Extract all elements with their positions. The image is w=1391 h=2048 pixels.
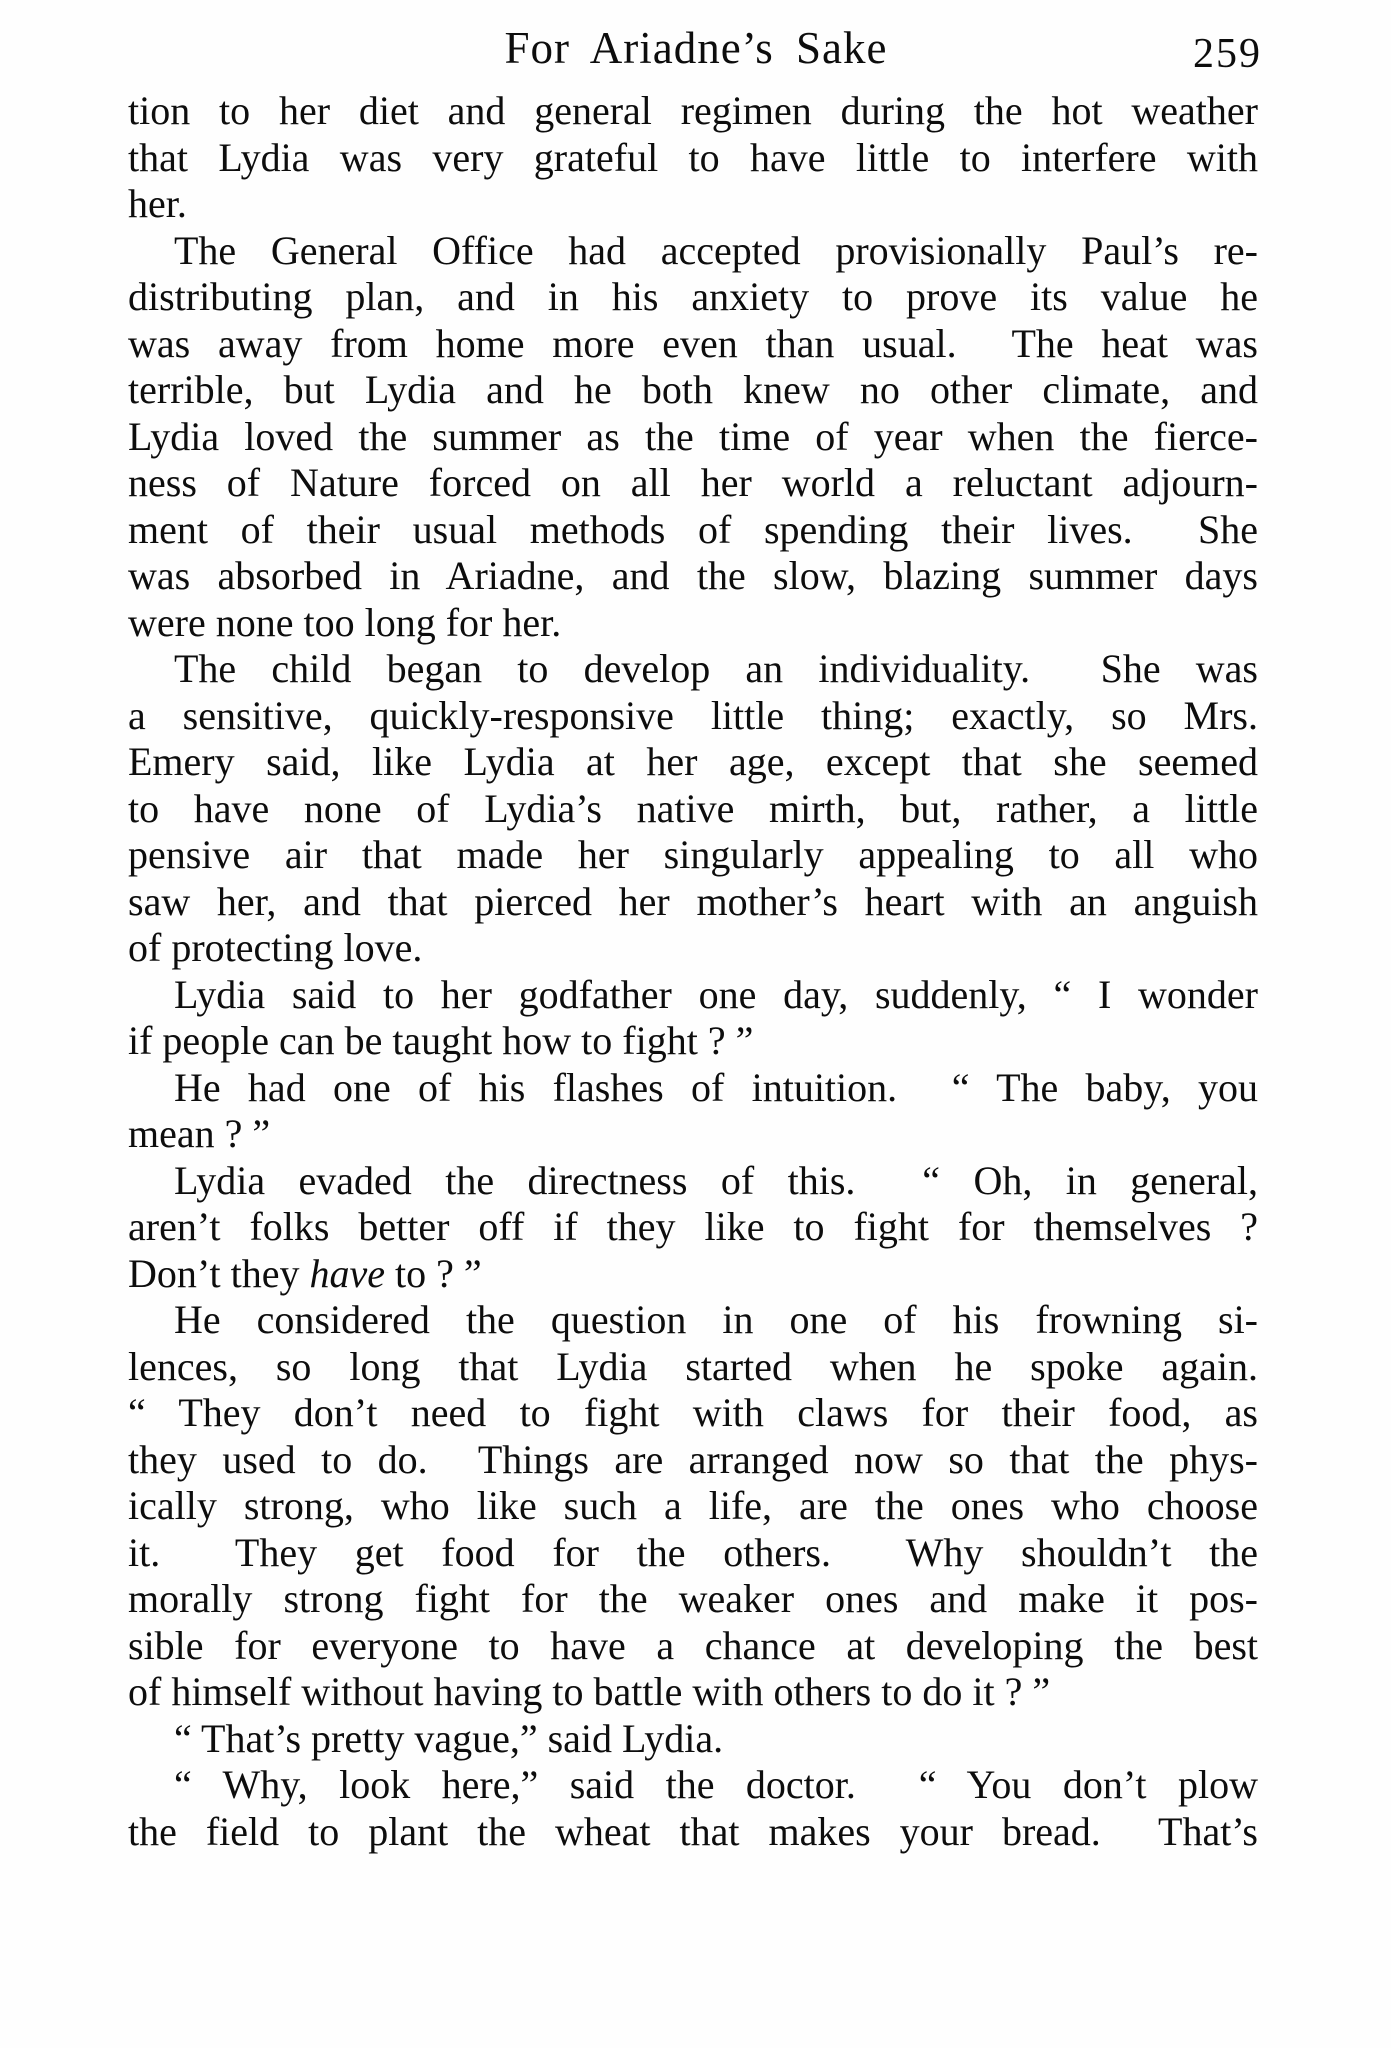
text-segment: were none too long for her. bbox=[128, 599, 562, 645]
text-segment: lences, so long that Lydia started when he spoke again. bbox=[128, 1343, 1258, 1389]
text-line bbox=[128, 693, 1258, 740]
text-line bbox=[128, 1297, 1258, 1344]
text-line bbox=[128, 646, 1258, 693]
text-line bbox=[128, 553, 1258, 600]
page-number: 259 bbox=[1193, 31, 1262, 77]
paragraph bbox=[128, 972, 1258, 1065]
text-line bbox=[128, 1669, 1258, 1716]
text-segment: of himself without having to battle with others to do it ? ” bbox=[128, 1669, 1051, 1714]
text-segment: Lydia evaded the directness of this. “ Oh, in general, bbox=[174, 1157, 1258, 1203]
text-segment: ment of their usual methods of spending their lives. She bbox=[128, 506, 1258, 552]
text-line bbox=[128, 1716, 1258, 1763]
text-line bbox=[128, 1158, 1258, 1205]
text-line bbox=[128, 1390, 1258, 1437]
text-segment: “ Why, look here,” said the doctor. “ You don’t plow bbox=[174, 1762, 1258, 1807]
text-segment: aren’t folks better off if they like to fight for themselves ? bbox=[128, 1204, 1258, 1249]
text-segment: it. They get food for the others. Why shouldn’t the bbox=[128, 1529, 1258, 1575]
text-segment: they used to do. Things are arranged now so that the phys- bbox=[128, 1436, 1258, 1482]
paragraph bbox=[128, 1065, 1258, 1158]
text-line bbox=[128, 1623, 1258, 1670]
text-line bbox=[128, 1809, 1258, 1856]
paragraph bbox=[128, 88, 1258, 228]
text-line bbox=[128, 879, 1258, 926]
text-line bbox=[128, 228, 1258, 275]
text-segment: The General Office had accepted provisionally Paul’s re- bbox=[174, 227, 1258, 273]
text-line bbox=[128, 1576, 1258, 1623]
text-line bbox=[128, 1204, 1258, 1251]
text-segment: terrible, but Lydia and he both knew no other climate, and bbox=[128, 367, 1258, 412]
text-segment: He had one of his flashes of intuition. “ The baby, you bbox=[174, 1064, 1258, 1110]
text-line bbox=[128, 739, 1258, 786]
text-line bbox=[128, 1065, 1258, 1112]
text-segment: He considered the question in one of his frowning si- bbox=[174, 1297, 1258, 1342]
text-line bbox=[128, 460, 1258, 507]
text-segment: The child began to develop an individuality. She was bbox=[174, 646, 1258, 691]
text-segment: if people can be taught how to fight ? ” bbox=[128, 1018, 754, 1063]
text-line bbox=[128, 507, 1258, 554]
running-title: For Ariadne’s Sake bbox=[504, 23, 888, 73]
text-line bbox=[128, 274, 1258, 321]
text-line bbox=[128, 367, 1258, 414]
text-segment: Emery said, like Lydia at her age, except that she seemed bbox=[128, 739, 1258, 784]
paragraph bbox=[128, 1716, 1258, 1763]
text-line bbox=[128, 786, 1258, 833]
text-segment: was away from home more even than usual. The heat was bbox=[128, 320, 1258, 366]
text-line bbox=[128, 1437, 1258, 1484]
text-line bbox=[128, 88, 1258, 135]
text-line bbox=[128, 1483, 1258, 1530]
text-line bbox=[128, 321, 1258, 368]
text-segment: ically strong, who like such a life, are the ones who choose bbox=[128, 1483, 1258, 1528]
text-segment: to ? ” bbox=[384, 1250, 482, 1296]
text-segment: saw her, and that pierced her mother’s heart with an anguish bbox=[128, 878, 1258, 924]
text-segment: Lydia loved the summer as the time of year when the fierce- bbox=[128, 413, 1258, 459]
text-segment: “ They don’t need to fight with claws for their food, as bbox=[128, 1390, 1258, 1435]
text-line bbox=[128, 925, 1258, 972]
text-segment: distributing plan, and in his anxiety to prove its value he bbox=[128, 274, 1258, 319]
text-line bbox=[128, 600, 1258, 647]
text-segment: sible for everyone to have a chance at developing the best bbox=[128, 1622, 1258, 1668]
text-line bbox=[128, 832, 1258, 879]
italic-text: have bbox=[309, 1250, 385, 1296]
paragraph bbox=[128, 228, 1258, 647]
text-segment: that Lydia was very grateful to have little to interfere with bbox=[128, 134, 1258, 180]
text-segment: mean ? ” bbox=[128, 1111, 271, 1156]
text-segment: of protecting love. bbox=[128, 925, 423, 970]
text-segment: to have none of Lydia’s native mirth, but, rather, a little bbox=[128, 785, 1258, 831]
text-line bbox=[128, 1111, 1258, 1158]
text-segment: tion to her diet and general regimen during the hot weather bbox=[128, 88, 1258, 133]
text-segment: was absorbed in Ariadne, and the slow, blazing summer days bbox=[128, 553, 1258, 598]
text-line bbox=[128, 1018, 1258, 1065]
text-line bbox=[128, 1251, 1258, 1298]
text-line bbox=[128, 1344, 1258, 1391]
text-line bbox=[128, 135, 1258, 182]
paragraph bbox=[128, 646, 1258, 972]
paragraph bbox=[128, 1297, 1258, 1716]
text-segment: “ That’s pretty vague,” said Lydia. bbox=[174, 1715, 724, 1761]
text-line bbox=[128, 972, 1258, 1019]
text-line bbox=[128, 1762, 1258, 1809]
text-line bbox=[128, 181, 1258, 228]
text-segment: the field to plant the wheat that makes your bread. That’s bbox=[128, 1808, 1258, 1854]
paragraph bbox=[128, 1158, 1258, 1298]
page-header bbox=[128, 18, 1264, 78]
paragraph bbox=[128, 1762, 1258, 1855]
text-segment: her. bbox=[128, 181, 187, 226]
text-segment: pensive air that made her singularly appealing to all who bbox=[128, 832, 1258, 877]
page-body bbox=[128, 88, 1258, 1855]
text-segment: a sensitive, quickly-responsive little thing; exactly, so Mrs. bbox=[128, 692, 1258, 738]
text-segment: Lydia said to her godfather one day, suddenly, “ I wonder bbox=[174, 971, 1258, 1017]
text-segment: morally strong fight for the weaker ones and make it pos- bbox=[128, 1576, 1258, 1621]
text-line bbox=[128, 414, 1258, 461]
text-line bbox=[128, 1530, 1258, 1577]
text-segment: ness of Nature forced on all her world a reluctant adjourn- bbox=[128, 460, 1258, 505]
text-segment: Don’t they bbox=[128, 1250, 310, 1296]
